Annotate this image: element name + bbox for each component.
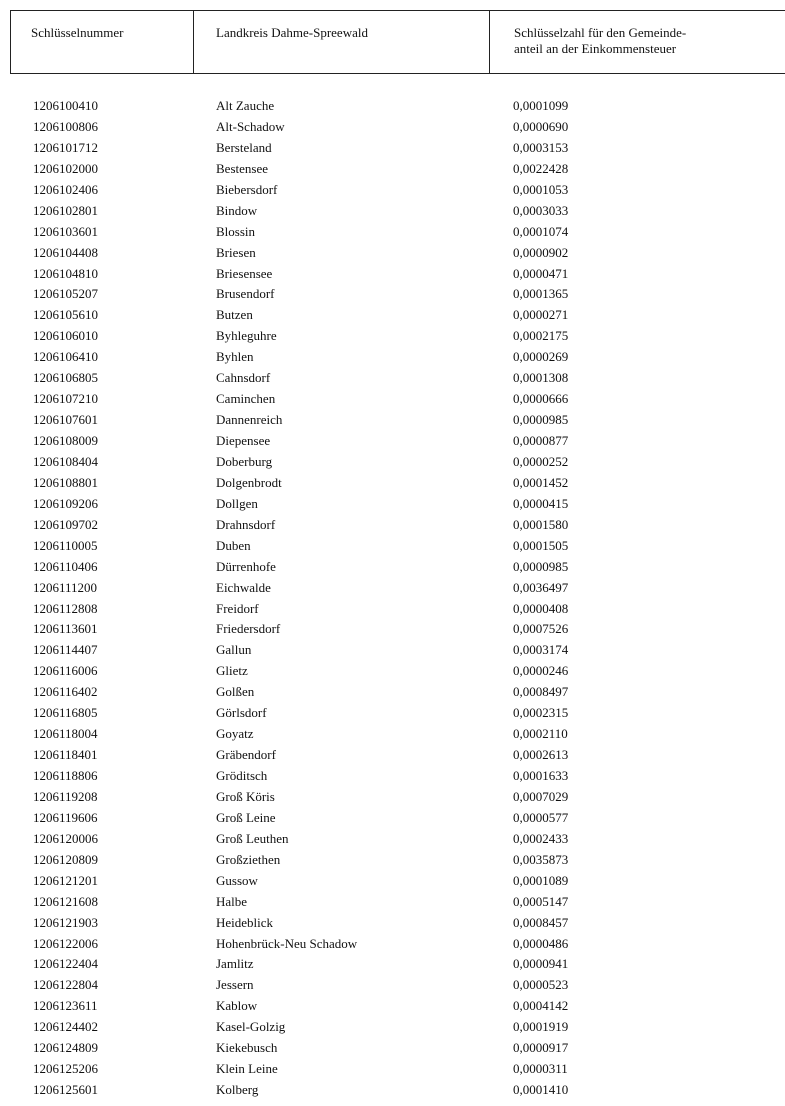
header-tax-share — [489, 11, 785, 73]
table-row — [0, 326, 785, 347]
table-row — [0, 682, 785, 703]
municipality-cell: Duben — [216, 537, 251, 553]
municipality-cell: Gussow — [216, 872, 258, 888]
table-row — [0, 1059, 785, 1080]
municipality-cell: Butzen — [216, 307, 253, 323]
tax-share-cell: 0,0036497 — [513, 579, 569, 595]
table-row — [0, 724, 785, 745]
key-number-cell: 1206105207 — [33, 286, 98, 302]
table-header — [10, 10, 785, 74]
tax-share-cell: 0,0001099 — [513, 98, 569, 113]
key-number-cell: 1206125206 — [33, 1061, 98, 1077]
table-row — [0, 766, 785, 787]
tax-share-cell: 0,0001505 — [513, 537, 569, 553]
municipality-cell: Eichwalde — [216, 579, 271, 595]
municipality-cell: Kolberg — [216, 1082, 259, 1098]
tax-share-cell: 0,0000408 — [513, 600, 569, 616]
tax-share-cell: 0,0001365 — [513, 286, 569, 302]
municipality-cell: Klein Leine — [216, 1061, 278, 1077]
header-district: Landkreis Dahme-Spreewald — [193, 11, 489, 73]
table-row — [0, 180, 785, 201]
tax-share-cell: 0,0000269 — [513, 349, 569, 365]
municipality-cell: Brusendorf — [216, 286, 275, 302]
tax-share-cell: 0,0002175 — [513, 328, 569, 344]
municipality-cell: Groß Leuthen — [216, 830, 289, 846]
table-row — [0, 996, 785, 1017]
municipality-cell: Kasel-Golzig — [216, 1019, 286, 1035]
key-number-cell: 1206119208 — [33, 788, 98, 804]
key-number-cell: 1206107210 — [33, 391, 98, 407]
tax-share-cell: 0,0035873 — [513, 851, 569, 867]
municipality-cell: Gröditsch — [216, 768, 268, 783]
tax-share-cell: 0,0001633 — [513, 768, 569, 783]
municipality-cell: Briesensee — [216, 265, 273, 281]
key-number-cell: 1206105610 — [33, 307, 98, 323]
key-number-cell: 1206100410 — [33, 98, 98, 113]
table-row — [0, 494, 785, 515]
tax-share-cell: 0,0002613 — [513, 747, 569, 763]
table-row — [0, 431, 785, 452]
tax-share-cell: 0,0000523 — [513, 977, 569, 993]
tax-share-cell: 0,0001308 — [513, 370, 569, 386]
table-body — [0, 96, 785, 1101]
municipality-cell: Doberburg — [216, 453, 273, 469]
municipality-cell: Dürrenhofe — [216, 558, 276, 574]
table-row — [0, 619, 785, 640]
key-number-cell: 1206121608 — [33, 893, 98, 909]
tax-share-cell: 0,0002110 — [513, 726, 568, 742]
tax-share-cell: 0,0001089 — [513, 872, 569, 888]
municipality-cell: Gallun — [216, 642, 252, 658]
table-row — [0, 808, 785, 829]
table-row — [0, 243, 785, 264]
municipality-cell: Byhlen — [216, 349, 254, 365]
table-row — [0, 410, 785, 431]
tax-share-cell: 0,0005147 — [513, 893, 569, 909]
municipality-cell: Gräbendorf — [216, 747, 276, 763]
table-row — [0, 389, 785, 410]
municipality-cell: Heideblick — [216, 914, 274, 930]
key-number-cell: 1206118401 — [33, 747, 98, 763]
table-row — [0, 201, 785, 222]
key-number-cell: 1206101712 — [33, 139, 98, 155]
table-row — [0, 954, 785, 975]
tax-share-cell: 0,0000917 — [513, 1040, 569, 1056]
table-row — [0, 871, 785, 892]
municipality-cell: Blossin — [216, 223, 256, 239]
municipality-cell: Freidorf — [216, 600, 259, 616]
key-number-cell: 1206109702 — [33, 516, 98, 532]
key-number-cell: 1206108009 — [33, 433, 98, 448]
key-number-cell: 1206120006 — [33, 830, 98, 846]
key-number-cell: 1206124809 — [33, 1040, 98, 1056]
tax-share-cell: 0,0001074 — [513, 223, 569, 239]
tax-share-cell: 0,0003153 — [513, 139, 569, 155]
municipality-cell: Dollgen — [216, 495, 258, 511]
municipality-cell: Caminchen — [216, 391, 276, 407]
table-row — [0, 557, 785, 578]
table-row — [0, 1038, 785, 1059]
key-number-cell: 1206110406 — [33, 558, 98, 574]
table-row — [0, 578, 785, 599]
municipality-cell: Glietz — [216, 663, 248, 679]
key-number-cell: 1206122804 — [33, 977, 98, 993]
tax-share-cell: 0,0000311 — [513, 1061, 568, 1077]
tax-share-cell: 0,0000877 — [513, 433, 569, 448]
table-row — [0, 934, 785, 955]
key-number-cell: 1206118004 — [33, 726, 98, 742]
table-row — [0, 473, 785, 494]
key-number-cell: 1206102801 — [33, 202, 98, 218]
municipality-cell: Görlsdorf — [216, 705, 267, 721]
municipality-cell: Großziethen — [216, 851, 281, 867]
table-row — [0, 1080, 785, 1101]
key-number-cell: 1206116006 — [33, 663, 98, 679]
table-row — [0, 640, 785, 661]
key-number-cell: 1206116402 — [33, 684, 98, 700]
header-tax-share-line1: Schlüsselzahl für den Gemeinde- — [514, 25, 687, 40]
municipality-cell: Briesen — [216, 244, 256, 260]
municipality-cell: Byhleguhre — [216, 328, 277, 344]
key-number-cell: 1206106805 — [33, 370, 98, 386]
municipality-cell: Kablow — [216, 998, 258, 1014]
table-row — [0, 159, 785, 180]
key-number-cell: 1206108404 — [33, 453, 98, 469]
table-row — [0, 222, 785, 243]
tax-share-cell: 0,0001410 — [513, 1082, 569, 1098]
key-number-cell: 1206104810 — [33, 265, 98, 281]
key-number-cell: 1206110005 — [33, 537, 98, 553]
tax-share-cell: 0,0000577 — [513, 809, 569, 825]
tax-share-cell: 0,0000666 — [513, 391, 569, 407]
table-row — [0, 305, 785, 326]
table-row — [0, 599, 785, 620]
key-number-cell: 1206119606 — [33, 809, 98, 825]
table-row — [0, 284, 785, 305]
municipality-cell: Golßen — [216, 684, 255, 700]
municipality-cell: Dolgenbrodt — [216, 474, 282, 490]
municipality-cell: Hohenbrück-Neu Schadow — [216, 935, 358, 951]
header-tax-share-line2: anteil an der Einkommensteuer — [514, 41, 677, 56]
key-number-cell: 1206120809 — [33, 851, 98, 867]
municipality-cell: Kiekebusch — [216, 1040, 278, 1056]
tax-share-cell: 0,0000941 — [513, 956, 569, 972]
tax-share-cell: 0,0003033 — [513, 202, 569, 218]
key-number-cell: 1206102406 — [33, 181, 98, 197]
municipality-cell: Bersteland — [216, 139, 272, 155]
municipality-cell: Dannenreich — [216, 412, 283, 428]
table-row — [0, 829, 785, 850]
tax-share-cell: 0,0000252 — [513, 453, 569, 469]
table-row — [0, 536, 785, 557]
key-number-cell: 1206107601 — [33, 412, 98, 428]
key-number-cell: 1206104408 — [33, 244, 98, 260]
tax-share-cell: 0,0000985 — [513, 412, 569, 428]
table-row — [0, 703, 785, 724]
key-number-cell: 1206100806 — [33, 118, 98, 134]
key-number-cell: 1206106010 — [33, 328, 98, 344]
tax-share-cell: 0,0001053 — [513, 181, 569, 197]
tax-share-cell: 0,0002315 — [513, 705, 569, 721]
table-row — [0, 850, 785, 871]
municipality-cell: Cahnsdorf — [216, 370, 271, 386]
tax-share-cell: 0,0004142 — [513, 998, 569, 1014]
tax-share-cell: 0,0003174 — [513, 642, 569, 658]
key-number-cell: 1206109206 — [33, 495, 98, 511]
table-row — [0, 913, 785, 934]
key-number-cell: 1206123611 — [33, 998, 98, 1014]
key-number-cell: 1206111200 — [33, 579, 98, 595]
tax-share-cell: 0,0000985 — [513, 558, 569, 574]
table-row — [0, 138, 785, 159]
municipality-cell: Jessern — [216, 977, 254, 993]
tax-share-cell: 0,0001580 — [513, 516, 569, 532]
municipality-cell: Groß Leine — [216, 809, 276, 825]
key-number-cell: 1206121903 — [33, 914, 98, 930]
tax-share-cell: 0,0008497 — [513, 684, 569, 700]
table-row — [0, 515, 785, 536]
tax-share-cell: 0,0001452 — [513, 474, 569, 490]
table-row — [0, 787, 785, 808]
table-row — [0, 745, 785, 766]
tax-share-cell: 0,0000415 — [513, 495, 569, 511]
key-number-cell: 1206112808 — [33, 600, 98, 616]
municipality-cell: Bindow — [216, 202, 258, 218]
key-number-cell: 1206125601 — [33, 1082, 98, 1098]
municipality-cell: Alt-Schadow — [216, 118, 285, 134]
municipality-cell: Drahnsdorf — [216, 516, 276, 532]
table-row — [0, 975, 785, 996]
tax-share-cell: 0,0000271 — [513, 307, 569, 323]
tax-share-cell: 0,0000902 — [513, 244, 569, 260]
key-number-cell: 1206102000 — [33, 160, 98, 176]
key-number-cell: 1206122404 — [33, 956, 98, 972]
key-number-cell: 1206118806 — [33, 768, 98, 783]
table-row — [0, 96, 785, 117]
key-number-cell: 1206114407 — [33, 642, 98, 658]
key-number-cell: 1206113601 — [33, 621, 98, 637]
tax-share-cell: 0,0008457 — [513, 914, 569, 930]
tax-share-cell: 0,0000246 — [513, 663, 569, 679]
tax-share-cell: 0,0002433 — [513, 830, 569, 846]
municipality-cell: Halbe — [216, 893, 248, 909]
tax-share-cell: 0,0000486 — [513, 935, 569, 951]
key-number-cell: 1206121201 — [33, 872, 98, 888]
municipality-cell: Jamlitz — [216, 956, 254, 972]
municipality-cell: Goyatz — [216, 726, 254, 742]
table-row — [0, 368, 785, 389]
table-row — [0, 117, 785, 138]
tax-share-cell: 0,0000471 — [513, 265, 569, 281]
key-number-cell: 1206122006 — [33, 935, 98, 951]
key-number-cell: 1206116805 — [33, 705, 98, 721]
key-number-cell: 1206106410 — [33, 349, 98, 365]
table-row — [0, 347, 785, 368]
table-row — [0, 1017, 785, 1038]
key-number-cell: 1206103601 — [33, 223, 98, 239]
municipality-cell: Biebersdorf — [216, 181, 278, 197]
municipality-cell: Alt Zauche — [216, 98, 275, 113]
municipality-cell: Diepensee — [216, 433, 271, 448]
tax-share-cell: 0,0001919 — [513, 1019, 569, 1035]
tax-share-cell: 0,0022428 — [513, 160, 569, 176]
header-key-number: Schlüsselnummer — [31, 25, 124, 40]
table-row — [0, 661, 785, 682]
key-number-cell: 1206124402 — [33, 1019, 98, 1035]
municipality-cell: Bestensee — [216, 160, 268, 176]
tax-share-cell: 0,0007029 — [513, 788, 569, 804]
tax-share-cell: 0,0000690 — [513, 118, 569, 134]
municipality-cell: Groß Köris — [216, 788, 275, 804]
table-row — [0, 452, 785, 473]
tax-share-cell: 0,0007526 — [513, 621, 569, 637]
table-row — [0, 264, 785, 285]
key-number-cell: 1206108801 — [33, 474, 98, 490]
table-row — [0, 892, 785, 913]
municipality-cell: Friedersdorf — [216, 621, 281, 637]
